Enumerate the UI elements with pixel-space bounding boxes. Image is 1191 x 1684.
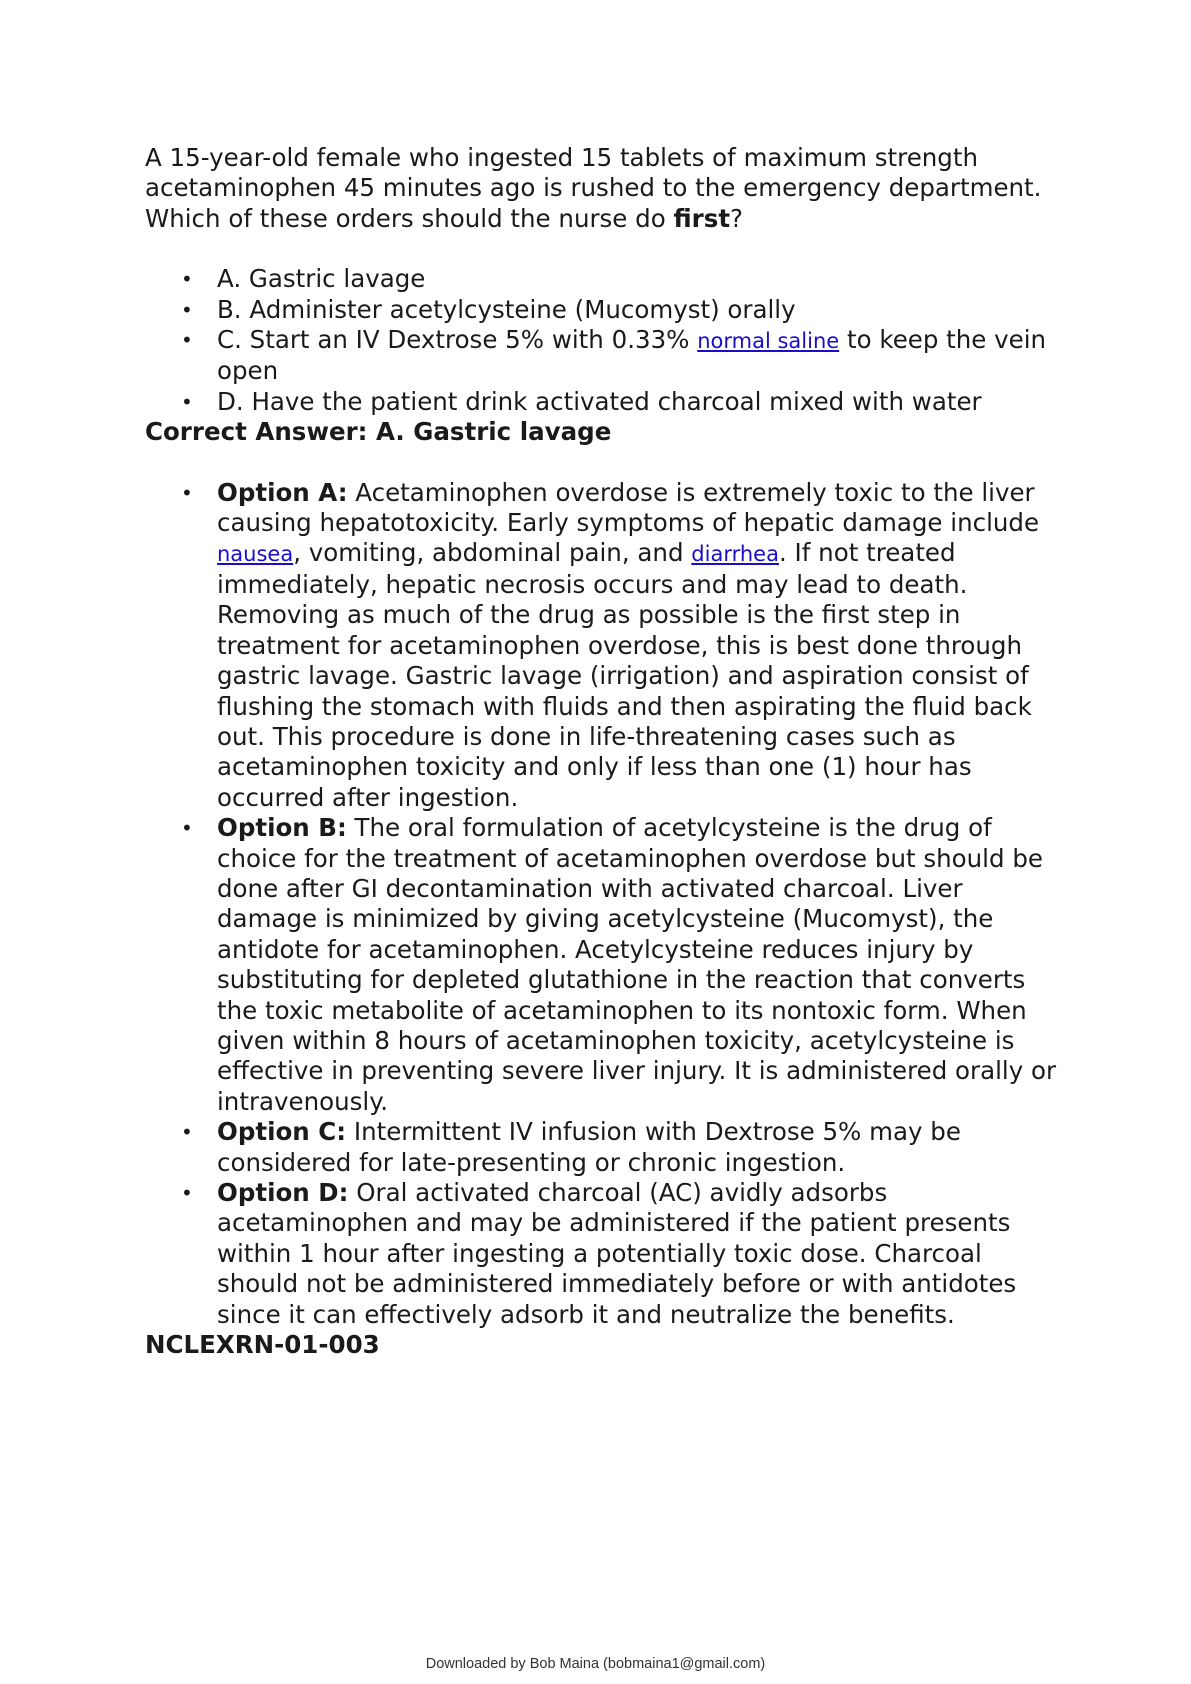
- document-page: [145, 143, 1060, 1360]
- question-code: NCLEXRN-01-003: [145, 1330, 380, 1360]
- question-end: ?: [730, 203, 744, 233]
- rationale-list: [145, 478, 1060, 1330]
- rationale-option-d: • Option D: Oral activated charcoal (AC) avidly adsorbs acetaminophen and may be administered if the patient presents within 1 hour after ingesting a potentially toxic dose. Charcoal should not be administered immediately before or with antidotes since it can effectively adsorb it and neutralize the benefits.: [217, 1178, 1060, 1330]
- nausea-link[interactable]: nausea: [217, 542, 294, 567]
- normal-saline-link[interactable]: normal saline: [697, 329, 840, 354]
- question-text: [145, 143, 1060, 234]
- option-b: • B. Administer acetylcysteine (Mucomyst) orally: [217, 295, 1060, 325]
- diarrhea-link[interactable]: diarrhea: [691, 542, 779, 567]
- rationale-option-a: • Option A: Acetaminophen overdose is extremely toxic to the liver causing hepatotoxicity. Early symptoms of hepatic damage include nausea, vomiting, abdominal pain, and diarrhea. If not treated immediately, hepatic necrosis occurs and may lead to death. Removing as much of the drug as possible is the first step in treatment for acetaminophen overdose, this is best done through gastric lavage. Gastric lavage (irrigation) and aspiration consist of flushing the stomach with fluids and then aspirating the fluid back out. This procedure is done in life-threatening cases such as acetaminophen toxicity and only if less than one (1) hour has occurred after ingestion.: [217, 478, 1060, 813]
- question-emphasis: first: [673, 203, 731, 233]
- option-c: • C. Start an IV Dextrose 5% with 0.33% normal saline to keep the vein open: [217, 325, 1060, 387]
- rationale-d-label: Option D:: [217, 1178, 349, 1207]
- correct-answer: Correct Answer: A. Gastric lavage: [145, 417, 612, 447]
- option-a: • A. Gastric lavage: [217, 264, 1060, 294]
- rationale-a-label: Option A:: [217, 477, 348, 507]
- answer-options-list: [145, 264, 1060, 417]
- question-body: A 15-year-old female who ingested 15 tablets of maximum strength acetaminophen 45 minutes ago is rushed to the emergency department. Which of these orders should the nurse do: [145, 143, 1042, 233]
- download-footer: Downloaded by Bob Maina (bobmaina1@gmail.com): [425, 1656, 766, 1672]
- rationale-option-c: • Option C: Intermittent IV infusion with Dextrose 5% may be considered for late-presenting or chronic ingestion.: [217, 1117, 1060, 1178]
- rationale-option-b: • Option B: The oral formulation of acetylcysteine is the drug of choice for the treatment of acetaminophen overdose but should be done after GI decontamination with activated charcoal. Liver damage is minimized by giving acetylcysteine (Mucomyst), the antidote for acetaminophen. Acetylcysteine reduces injury by substituting for depleted glutathione in the reaction that converts the toxic metabolite of acetaminophen to its nontoxic form. When given within 8 hours of acetaminophen toxicity, acetylcysteine is effective in preventing severe liver injury. It is administered orally or intravenously.: [217, 813, 1060, 1117]
- rationale-c-label: Option C:: [217, 1117, 347, 1147]
- option-d: • D. Have the patient drink activated charcoal mixed with water: [217, 387, 1060, 417]
- rationale-b-label: Option B:: [217, 813, 347, 843]
